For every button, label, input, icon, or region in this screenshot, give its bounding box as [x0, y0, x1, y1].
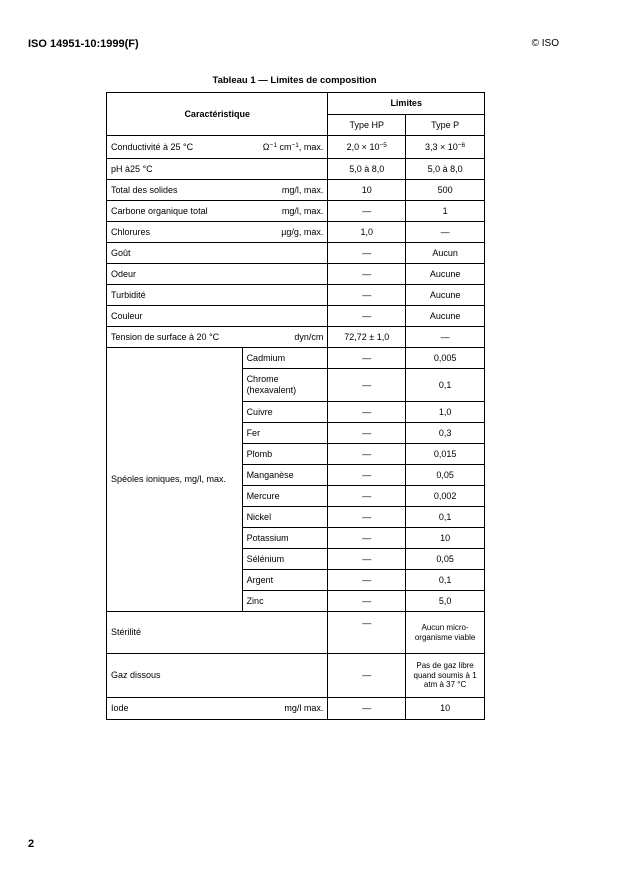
row-label: Total des solides — [107, 180, 243, 201]
sterility-hp-value: — — [328, 612, 406, 654]
ion-name: Potassium — [242, 528, 328, 549]
ion-hp-value: — — [328, 486, 406, 507]
header-type-p: Type P — [406, 115, 485, 136]
ion-hp-value: — — [328, 528, 406, 549]
row-p-value: 1 — [406, 201, 485, 222]
table-row — [107, 654, 485, 698]
table-row — [107, 348, 485, 369]
row-unit: mg/l, max. — [242, 180, 328, 201]
row-p-value: $3,3 \times 10^{-6}$ — [406, 136, 485, 159]
row-p-value: 500 — [406, 180, 485, 201]
ion-p-value: 0,1 — [406, 369, 485, 402]
row-unit — [242, 285, 328, 306]
ion-hp-value: — — [328, 402, 406, 423]
ion-p-value: 0,002 — [406, 486, 485, 507]
row-hp-value: — — [328, 243, 406, 264]
table-row — [107, 264, 485, 285]
page-number: 2 — [28, 838, 35, 850]
row-hp-value: 5,0 à 8,0 — [328, 159, 406, 180]
row-label: Odeur — [107, 264, 243, 285]
row-unit — [242, 264, 328, 285]
row-p-value: — — [406, 222, 485, 243]
ion-name: Chrome (hexavalent) — [242, 369, 328, 402]
iodine-p-value: 10 — [406, 698, 485, 720]
row-unit: mg/l, max. — [242, 201, 328, 222]
ion-name: Nickel — [242, 507, 328, 528]
row-hp-value: 10 — [328, 180, 406, 201]
ion-hp-value: — — [328, 549, 406, 570]
ion-p-value: 5,0 — [406, 591, 485, 612]
ion-p-value: 0,1 — [406, 570, 485, 591]
ion-p-value: 10 — [406, 528, 485, 549]
row-label: Goût — [107, 243, 243, 264]
row-unit — [242, 306, 328, 327]
table-row — [107, 201, 485, 222]
table-row — [107, 306, 485, 327]
ionic-species-label: Spéoles ioniques, mg/l, max. — [107, 348, 243, 612]
gas-label: Gaz dissous — [107, 654, 328, 698]
ion-name: Cuivre — [242, 402, 328, 423]
document-id: ISO 14951-10:1999(F) — [28, 38, 139, 50]
row-hp-value: — — [328, 306, 406, 327]
ion-name: Zinc — [242, 591, 328, 612]
header-limits: Limites — [328, 93, 485, 115]
ion-name: Cadmium — [242, 348, 328, 369]
row-unit: µg/g, max. — [242, 222, 328, 243]
row-unit: $\Omega^{-1}$ $cm^{-1}$, max. — [242, 136, 328, 159]
ion-p-value: 0,1 — [406, 507, 485, 528]
row-unit — [242, 159, 328, 180]
ion-hp-value: — — [328, 348, 406, 369]
iodine-hp-value: — — [328, 698, 406, 720]
row-label: Carbone organique total — [107, 201, 243, 222]
ion-hp-value: — — [328, 465, 406, 486]
ion-hp-value: — — [328, 507, 406, 528]
row-hp-value: 1,0 — [328, 222, 406, 243]
ion-hp-value: — — [328, 369, 406, 402]
ion-hp-value: — — [328, 444, 406, 465]
table-caption: Tableau 1 — Limites de composition — [212, 75, 377, 86]
table-row — [107, 285, 485, 306]
gas-p-value: Pas de gaz libre quand soumis à 1 atm à 37 °C — [406, 654, 485, 698]
ion-p-value: 0,005 — [406, 348, 485, 369]
header-type-hp: Type HP — [328, 115, 406, 136]
table-header-row — [107, 93, 485, 115]
sterility-label: Stérilité — [107, 612, 328, 654]
ion-name: Mercure — [242, 486, 328, 507]
ion-name: Manganèse — [242, 465, 328, 486]
ion-name: Plomb — [242, 444, 328, 465]
ion-name: Sélénium — [242, 549, 328, 570]
header-characteristic: Caractéristique — [107, 93, 328, 136]
row-label: Chlorures — [107, 222, 243, 243]
table-row — [107, 243, 485, 264]
ion-p-value: 0,05 — [406, 465, 485, 486]
table-row — [107, 180, 485, 201]
table-row — [107, 136, 485, 159]
ion-p-value: 0,3 — [406, 423, 485, 444]
table-row — [107, 222, 485, 243]
ion-p-value: 0,05 — [406, 549, 485, 570]
row-hp-value: — — [328, 264, 406, 285]
row-hp-value: — — [328, 285, 406, 306]
row-p-value: Aucune — [406, 285, 485, 306]
row-hp-value: $2,0 \times 10^{-5}$ — [328, 136, 406, 159]
row-p-value: — — [406, 327, 485, 348]
row-unit: dyn/cm — [242, 327, 328, 348]
row-hp-value: 72,72 ± 1,0 — [328, 327, 406, 348]
ion-hp-value: — — [328, 423, 406, 444]
table-row — [107, 159, 485, 180]
row-label: Couleur — [107, 306, 243, 327]
iodine-label: Iode — [107, 698, 243, 720]
copyright-notice: © ISO — [531, 38, 559, 49]
ion-name: Argent — [242, 570, 328, 591]
composition-limits-table — [106, 92, 485, 720]
row-p-value: Aucun — [406, 243, 485, 264]
ion-p-value: 0,015 — [406, 444, 485, 465]
iodine-unit: mg/l max. — [242, 698, 328, 720]
sterility-p-value: Aucun micro-organisme viable — [406, 612, 485, 654]
gas-hp-value: — — [328, 654, 406, 698]
row-label: pH à25 °C — [107, 159, 243, 180]
table-row — [107, 612, 485, 654]
row-p-value: Aucune — [406, 264, 485, 285]
ion-hp-value: — — [328, 591, 406, 612]
table-row — [107, 327, 485, 348]
ion-name: Fer — [242, 423, 328, 444]
row-p-value: 5,0 à 8,0 — [406, 159, 485, 180]
row-unit — [242, 243, 328, 264]
ion-hp-value: — — [328, 570, 406, 591]
row-label: Tension de surface à 20 °C — [107, 327, 243, 348]
row-hp-value: — — [328, 201, 406, 222]
ion-p-value: 1,0 — [406, 402, 485, 423]
row-label: Turbidité — [107, 285, 243, 306]
row-p-value: Aucune — [406, 306, 485, 327]
table-row — [107, 698, 485, 720]
row-label: Conductivité à 25 °C — [107, 136, 243, 159]
